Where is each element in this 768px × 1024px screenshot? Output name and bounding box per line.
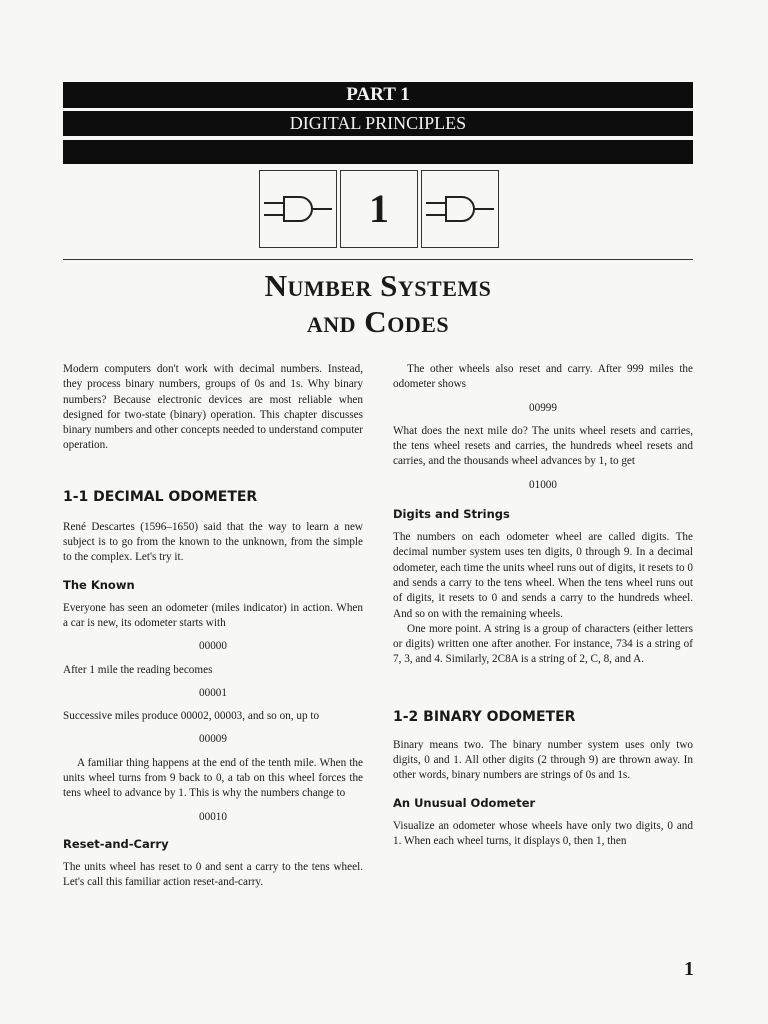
paragraph: The units wheel has reset to 0 and sent a carry to the tens wheel. Let's call this familiar action reset-and-carry. (63, 860, 363, 889)
paragraph: The other wheels also reset and carry. After 999 miles the odometer shows (393, 363, 693, 391)
paragraph: One more point. A string is a group of characters (either letters or digits) written one after another. For instance, 734 is a string of 7, 3, and 4. Similarly, 2C8A is a string of 2, C, 8, and A. (393, 622, 693, 666)
paragraph: What does the next mile do? The units wheel resets and carries, the tens wheel resets and carries, the hundreds wheel resets and carries, and the thousands wheel advances by 1, to get (393, 424, 693, 468)
paragraph: Visualize an odometer whose wheels have only two digits, 0 and 1. When each wheel turns, it displays 0, then 1, then (393, 819, 693, 847)
chapter-emblem (259, 170, 499, 248)
paragraph: Binary means two. The binary number system uses only two digits, 0 and 1. All other digits (2 through 9) are thrown away. In other words, binary numbers are strings of 0s and 1s. (393, 738, 693, 782)
odometer-reading: 01000 (529, 478, 557, 491)
and-gate-icon (259, 170, 337, 248)
part-title-banner (63, 111, 693, 136)
paragraph: A familiar thing happens at the end of the tenth mile. When the units wheel turns from 9 back to 0, a tab on this wheel forces the tens wheel to advance by 1. This is why the numbers change to (63, 756, 363, 800)
paragraph: After 1 mile the reading becomes (63, 663, 213, 676)
section-heading-1-2: 1-2 BINARY ODOMETER (393, 708, 576, 725)
paragraph: The numbers on each odometer wheel are called digits. The decimal number system uses ten digits, 0 through 9. In a decimal odometer, each time the units wheel runs out of digits, it resets to 0 and sends a carry to the tens wheel. When the tens wheel runs out of digits, it resets to 0 and sends a carry to the hundreds wheel. And so on with the remaining wheels. (393, 531, 693, 620)
title-rule (63, 259, 693, 260)
paragraph: René Descartes (1596–1650) said that the way to learn a new subject is to go from the known to the unknown, from the simple to the complex. Let's try it. (63, 520, 363, 564)
part-banner (63, 82, 693, 108)
page-number: 1 (684, 958, 694, 980)
decorative-banner (63, 140, 693, 164)
odometer-reading: 00010 (199, 810, 227, 823)
chapter-title (63, 268, 693, 340)
odometer-reading: 00000 (199, 640, 227, 653)
paragraph: Everyone has seen an odometer (miles indicator) in action. When a car is new, its odometer starts with (63, 601, 363, 629)
chapter-title-line2: and Codes (306, 304, 450, 339)
part-label: PART 1 (346, 84, 410, 105)
part-title: DIGITAL PRINCIPLES (289, 113, 467, 133)
subheading-known: The Known (63, 577, 135, 592)
chapter-number: 1 (340, 170, 418, 248)
intro-paragraph: Modern computers don't work with decimal numbers. Instead, they process binary numbers, groups of 0s and 1s. Why binary numbers? Because electronic devices are most reliable when designed for two-state (binary) operation. This chapter discusses binary numbers and other concepts needed to understand computer operation. (63, 363, 363, 452)
chapter-title-line1: Number Systems (264, 268, 492, 303)
subheading-digits-and-strings: Digits and Strings (393, 507, 510, 522)
left-column (63, 362, 363, 891)
subheading-reset-and-carry: Reset-and-Carry (63, 836, 169, 851)
subheading-unusual-odometer: An Unusual Odometer (393, 795, 536, 810)
odometer-reading: 00009 (199, 733, 227, 746)
section-heading-1-1: 1-1 DECIMAL ODOMETER (63, 488, 258, 505)
odometer-reading: 00001 (199, 686, 227, 699)
right-column (393, 362, 693, 849)
and-gate-icon (421, 170, 499, 248)
paragraph: Successive miles produce 00002, 00003, and so on, up to (63, 710, 320, 723)
odometer-reading: 00999 (529, 401, 557, 414)
